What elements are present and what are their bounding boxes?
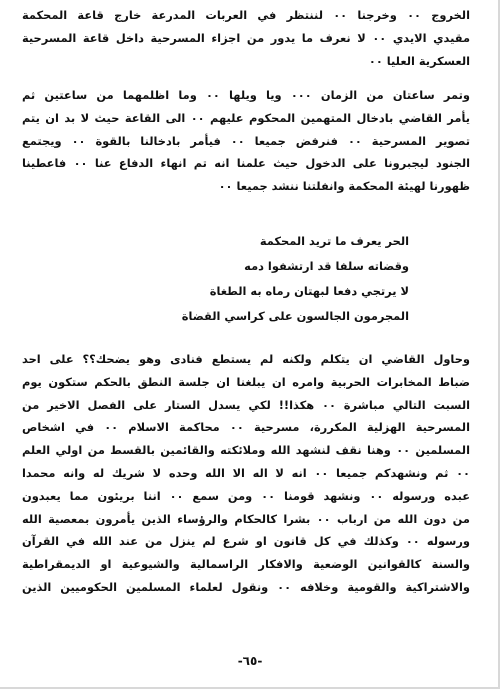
- text-line: ضباط المخابرات الحربية وامره ان يبلغنا ان جلسة النطق بالحكم ستكون يوم: [22, 374, 470, 389]
- text-line: السبت التالي مباشرة ٠٠ هكذا!! لكي يسدل الستار على الفصل الاخير من: [22, 397, 470, 412]
- poem-verse: لا يرتجي دفعا لبهتان رماه به الطغاة: [209, 284, 409, 298]
- text-line: والسنة كالقوانين الوضعية والافكار الراسمالية والشيوعية او الديمقراطية: [22, 557, 470, 572]
- paragraph-2: [22, 84, 470, 198]
- text-line: المسرحية الهزلية المكررة، مسرحية ٠٠ محاكمة الاسلام ٠٠ في اشخاص: [22, 420, 470, 435]
- text-line: ٠٠ ثم ونشهدكم جميعا ٠٠ انه لا اله الا الله وحده لا شريك له وانه محمدا: [22, 465, 470, 480]
- text-line: الجنود ليجبرونا على الدخول حيث علمنا انه تم انهاء الدفاع عنا ٠٠ فاعطينا: [22, 156, 470, 171]
- text-line: مقيدي الايدي ٠٠ لا نعرف ما يدور من اجزاء المسرحية داخل قاعة المسرحية: [22, 30, 470, 45]
- text-line: ظهورنا لهيئة المحكمة وانفلتنا ننشد جميعا ٠٠: [218, 179, 470, 194]
- paragraph-3: [22, 348, 470, 599]
- text-line: يأمر القاضي بادخال المتهمين المحكوم عليهم ٠٠ الى القاعة حيث لا بد ان يتم: [22, 110, 470, 125]
- poem-verse: المجرمون الجالسون على كراسي القضاة: [181, 309, 409, 323]
- poem-verse: الحر يعرف ما تريد المحكمة: [259, 234, 409, 248]
- paragraph-1: [22, 4, 470, 72]
- text-line: الخروج ٠٠ وخرجنا ٠٠ لننتظر في العربات المدرعة خارج قاعة المحكمة: [22, 8, 470, 22]
- page-number: -٦٥-: [237, 654, 263, 668]
- text-line: المسلمين ٠٠ وهنا نقف لنشهد الله وملائكته والقائمين بالقسط من اولي العلم: [22, 443, 470, 458]
- poem-verse: وقضاته سلفا قد ارتشفوا دمه: [244, 259, 409, 273]
- text-line: ورسوله ٠٠ وكذلك في كل قانون او شرع لم ينزل من عند الله في القرآن: [22, 534, 470, 549]
- text-line: من دون الله من ارباب ٠٠ بشرا كالحكام والرؤساء الذين يأمرون بمعصية الله: [22, 511, 470, 526]
- text-line: وتمر ساعتان من الزمان ٠٠٠ ويا ويلها ٠٠ وما اظلمهما من ساعتين ثم: [22, 88, 470, 102]
- text-line: تصوير المسرحية ٠٠ فنرفض جميعا ٠٠ فيأمر بادخالنا بالقوة ٠٠ ويجتمع: [22, 133, 470, 148]
- text-line: عبده ورسوله ٠٠ ونشهد قومنا ٠٠ ومن سمع ٠٠ اننا بريئون مما يعبدون: [22, 488, 470, 503]
- text-line: وحاول القاضي ان يتكلم ولكنه لم يستطع فنادى وهو يضحك؟؟ على احد: [22, 352, 470, 366]
- text-line: والاشتراكية والقومية وخلافه ٠٠ ونقول لعلماء المسلمين الحكوميين الذين: [22, 579, 470, 594]
- poem-stanza: [149, 229, 409, 329]
- text-line: العسكرية العليا ٠٠: [368, 53, 470, 68]
